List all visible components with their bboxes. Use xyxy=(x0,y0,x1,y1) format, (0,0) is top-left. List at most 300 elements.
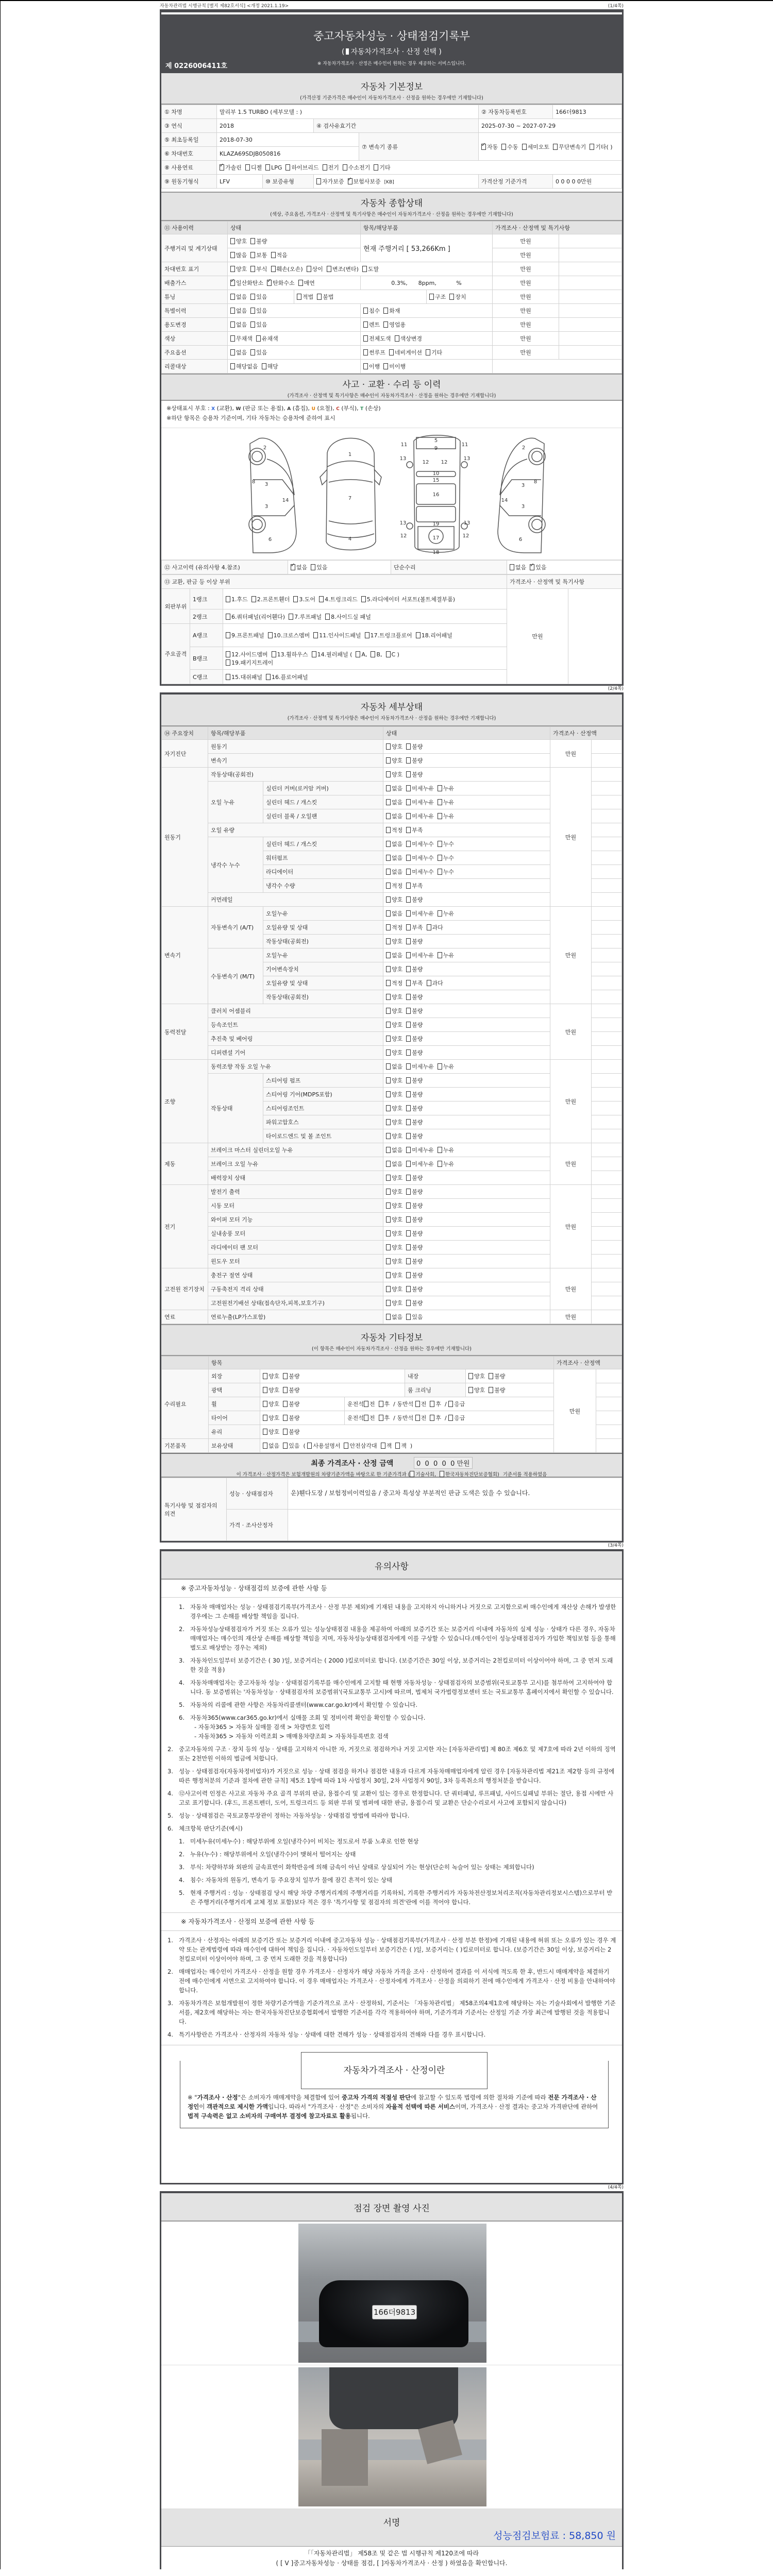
checkbox[interactable] xyxy=(406,938,411,944)
checkbox-option[interactable] xyxy=(307,1442,340,1450)
price-note[interactable] xyxy=(592,1310,622,1324)
checkbox-option[interactable] xyxy=(406,1048,423,1057)
price-note[interactable] xyxy=(592,754,622,768)
checkbox[interactable] xyxy=(316,178,321,184)
checkbox[interactable] xyxy=(250,252,255,258)
checkbox[interactable] xyxy=(250,294,255,300)
price-note[interactable] xyxy=(592,1101,622,1115)
checkbox[interactable] xyxy=(386,743,391,750)
checkbox-option[interactable] xyxy=(406,1243,423,1251)
checkbox[interactable] xyxy=(406,1036,411,1042)
checkbox-option[interactable] xyxy=(250,237,267,245)
checkbox[interactable] xyxy=(406,994,411,1000)
checkbox[interactable] xyxy=(307,266,311,272)
checkbox[interactable] xyxy=(386,1091,391,1097)
checkbox-option[interactable] xyxy=(251,595,290,603)
checkbox[interactable] xyxy=(410,1471,414,1477)
checkbox-option[interactable] xyxy=(226,673,262,681)
checkbox[interactable] xyxy=(312,651,316,657)
checkbox-option[interactable] xyxy=(230,307,247,315)
checkbox[interactable] xyxy=(406,743,411,750)
checkbox[interactable] xyxy=(363,308,368,314)
checkbox-option[interactable] xyxy=(365,631,412,639)
checkbox[interactable] xyxy=(386,1036,391,1042)
checkbox-option[interactable] xyxy=(263,1372,279,1380)
price-note[interactable] xyxy=(592,921,622,935)
checkbox[interactable] xyxy=(406,1314,411,1320)
checkbox[interactable] xyxy=(386,1202,391,1209)
checkbox[interactable] xyxy=(285,164,290,171)
checkbox[interactable] xyxy=(297,294,301,300)
checkbox[interactable] xyxy=(489,1387,493,1393)
checkbox-option[interactable] xyxy=(317,293,333,301)
checkbox[interactable] xyxy=(406,952,411,958)
checkbox[interactable] xyxy=(325,614,330,620)
checkbox[interactable] xyxy=(406,799,411,805)
checkbox[interactable] xyxy=(365,632,369,638)
checkbox[interactable] xyxy=(386,785,391,791)
checkbox[interactable] xyxy=(363,335,368,342)
checkbox[interactable] xyxy=(263,1443,267,1449)
price-note[interactable] xyxy=(592,1282,622,1296)
checkbox[interactable] xyxy=(226,596,230,602)
checkbox[interactable] xyxy=(406,1161,411,1167)
checkbox-option[interactable] xyxy=(386,770,402,778)
checkbox[interactable] xyxy=(363,349,368,355)
checkbox[interactable] xyxy=(468,1387,473,1393)
checkbox[interactable] xyxy=(298,280,303,286)
price-note[interactable] xyxy=(592,907,622,921)
checkbox-option[interactable] xyxy=(468,1386,485,1394)
checkbox[interactable] xyxy=(430,1401,434,1407)
checkbox[interactable] xyxy=(226,651,230,657)
checkbox[interactable] xyxy=(230,308,235,314)
checkbox-option[interactable] xyxy=(416,631,452,639)
checkbox-option[interactable] xyxy=(406,1035,423,1043)
checkbox-option[interactable] xyxy=(230,265,247,273)
checkbox[interactable] xyxy=(386,1314,391,1320)
checkbox[interactable] xyxy=(448,1415,453,1421)
checkbox[interactable] xyxy=(230,238,235,244)
price-note[interactable] xyxy=(592,1199,622,1213)
checkbox[interactable] xyxy=(283,1387,288,1393)
checkbox-option[interactable] xyxy=(448,1414,465,1422)
checkbox-option[interactable] xyxy=(426,348,442,357)
price-note[interactable] xyxy=(592,768,622,782)
checkbox-option[interactable] xyxy=(383,362,406,370)
price-note[interactable] xyxy=(592,1255,622,1268)
checkbox-option[interactable] xyxy=(230,348,247,357)
checkbox[interactable] xyxy=(406,1022,411,1028)
checkbox[interactable] xyxy=(263,1387,267,1393)
checkbox[interactable] xyxy=(220,164,224,171)
price-note[interactable] xyxy=(592,962,622,976)
price-note[interactable] xyxy=(592,879,622,893)
checkbox-option[interactable] xyxy=(386,1215,402,1224)
checkbox-option[interactable] xyxy=(406,895,423,904)
checkbox[interactable] xyxy=(386,1049,391,1056)
checkbox[interactable] xyxy=(440,1471,444,1477)
checkbox[interactable] xyxy=(311,564,315,570)
checkbox-option[interactable] xyxy=(230,362,258,370)
checkbox[interactable] xyxy=(371,651,375,657)
checkbox-option[interactable] xyxy=(363,362,380,370)
checkbox-option[interactable] xyxy=(489,1372,505,1380)
checkbox[interactable] xyxy=(430,1415,434,1421)
checkbox-option[interactable] xyxy=(440,1470,499,1478)
checkbox-option[interactable] xyxy=(362,265,379,273)
checkbox-option[interactable] xyxy=(448,1400,465,1408)
checkbox[interactable] xyxy=(386,952,391,958)
checkbox[interactable] xyxy=(438,785,442,791)
checkbox-option[interactable] xyxy=(386,1299,402,1307)
price-note[interactable] xyxy=(592,1185,622,1199)
checkbox-option[interactable] xyxy=(389,348,422,357)
checkbox-option[interactable] xyxy=(406,1021,423,1029)
checkbox-option[interactable] xyxy=(406,1174,423,1182)
checkbox[interactable] xyxy=(468,1373,473,1379)
checkbox[interactable] xyxy=(386,1008,391,1014)
checkbox[interactable] xyxy=(395,335,399,342)
checkbox-option[interactable] xyxy=(406,951,434,959)
checkbox[interactable] xyxy=(283,1373,288,1379)
checkbox[interactable] xyxy=(386,1272,391,1278)
checkbox-option[interactable] xyxy=(406,993,423,1001)
checkbox-option[interactable] xyxy=(348,177,381,185)
checkbox-option[interactable] xyxy=(406,784,434,792)
price-note[interactable] xyxy=(592,1129,622,1143)
checkbox[interactable] xyxy=(250,266,255,272)
checkbox-option[interactable] xyxy=(250,265,267,273)
checkbox[interactable] xyxy=(406,1189,411,1195)
checkbox[interactable] xyxy=(438,799,442,805)
checkbox-option[interactable] xyxy=(271,265,303,273)
checkbox[interactable] xyxy=(263,1401,267,1407)
checkbox[interactable] xyxy=(395,1443,400,1449)
checkbox-option[interactable] xyxy=(406,1257,423,1265)
checkbox-option[interactable] xyxy=(379,1414,390,1422)
checkbox[interactable] xyxy=(406,855,411,861)
checkbox[interactable] xyxy=(230,266,235,272)
checkbox-option[interactable] xyxy=(226,595,248,603)
checkbox[interactable] xyxy=(283,1443,288,1449)
checkbox[interactable] xyxy=(386,980,391,986)
checkbox-option[interactable] xyxy=(265,164,282,171)
checkbox[interactable] xyxy=(386,924,391,930)
checkbox-option[interactable] xyxy=(406,1007,423,1015)
checkbox-option[interactable] xyxy=(406,1090,423,1098)
checkbox-option[interactable] xyxy=(374,163,390,172)
checkbox-option[interactable] xyxy=(297,293,313,301)
checkbox-option[interactable] xyxy=(386,742,402,751)
checkbox[interactable] xyxy=(501,144,506,150)
checkbox-option[interactable] xyxy=(319,595,358,603)
checkbox[interactable] xyxy=(386,1230,391,1236)
checkbox-option[interactable] xyxy=(316,177,344,185)
checkbox-option[interactable] xyxy=(363,334,391,343)
checkbox-option[interactable] xyxy=(386,1188,402,1196)
checkbox-option[interactable] xyxy=(250,307,267,315)
checkbox[interactable] xyxy=(522,144,527,150)
checkbox-option[interactable] xyxy=(266,673,308,681)
checkbox[interactable] xyxy=(283,1401,288,1407)
price-note[interactable] xyxy=(592,1032,622,1046)
price-note[interactable] xyxy=(592,795,622,809)
checkbox[interactable] xyxy=(406,1008,411,1014)
checkbox-option[interactable] xyxy=(263,1400,279,1408)
checkbox-option[interactable] xyxy=(386,937,402,945)
checkbox-option[interactable] xyxy=(406,1146,434,1154)
checkbox-option[interactable] xyxy=(406,1313,423,1321)
checkbox-option[interactable] xyxy=(327,265,359,273)
checkbox[interactable] xyxy=(438,855,442,861)
checkbox-option[interactable] xyxy=(406,882,423,890)
checkbox[interactable] xyxy=(426,349,430,355)
checkbox[interactable] xyxy=(386,1244,391,1250)
checkbox-option[interactable] xyxy=(406,1104,423,1112)
checkbox-option[interactable] xyxy=(363,348,385,357)
checkbox-option[interactable] xyxy=(406,742,423,751)
checkbox[interactable] xyxy=(406,827,411,833)
checkbox-option[interactable] xyxy=(226,631,264,639)
checkbox[interactable] xyxy=(291,564,295,570)
price-note[interactable] xyxy=(592,1060,622,1074)
checkbox-option[interactable] xyxy=(325,613,371,621)
checkbox-option[interactable] xyxy=(386,1062,402,1071)
checkbox-option[interactable] xyxy=(406,854,434,862)
checkbox-option[interactable] xyxy=(438,1146,454,1154)
checkbox-option[interactable] xyxy=(250,251,267,259)
checkbox[interactable] xyxy=(406,757,411,764)
checkbox-option[interactable] xyxy=(283,1386,299,1394)
checkbox-option[interactable] xyxy=(386,1257,402,1265)
checkbox[interactable] xyxy=(363,363,368,369)
checkbox[interactable] xyxy=(406,896,411,903)
checkbox-option[interactable] xyxy=(386,965,402,973)
checkbox-option[interactable] xyxy=(438,798,454,806)
checkbox-option[interactable] xyxy=(386,1313,402,1321)
checkbox-option[interactable] xyxy=(395,1442,407,1450)
checkbox[interactable] xyxy=(427,924,431,930)
checkbox[interactable] xyxy=(406,910,411,917)
checkbox[interactable] xyxy=(256,335,261,342)
checkbox-option[interactable] xyxy=(386,756,402,765)
checkbox[interactable] xyxy=(386,1063,391,1070)
checkbox-option[interactable] xyxy=(406,923,423,931)
checkbox[interactable] xyxy=(379,1401,383,1407)
checkbox[interactable] xyxy=(449,294,454,300)
checkbox[interactable] xyxy=(383,308,388,314)
checkbox-option[interactable] xyxy=(386,909,402,918)
checkbox-option[interactable] xyxy=(410,1470,436,1478)
checkbox-option[interactable] xyxy=(271,251,288,259)
checkbox[interactable] xyxy=(386,1300,391,1306)
checkbox-option[interactable] xyxy=(438,951,454,959)
checkbox[interactable] xyxy=(265,164,270,171)
checkbox[interactable] xyxy=(406,1202,411,1209)
checkbox[interactable] xyxy=(553,144,558,150)
checkbox[interactable] xyxy=(327,266,331,272)
checkbox[interactable] xyxy=(406,771,411,777)
checkbox[interactable] xyxy=(343,164,347,171)
checkbox[interactable] xyxy=(386,1175,391,1181)
checkbox-option[interactable] xyxy=(226,650,268,658)
checkbox-option[interactable] xyxy=(386,1007,402,1015)
checkbox-option[interactable] xyxy=(386,798,402,806)
checkbox[interactable] xyxy=(416,632,421,638)
checkbox-option[interactable] xyxy=(386,1104,402,1112)
price-note[interactable] xyxy=(592,1018,622,1032)
checkbox-option[interactable] xyxy=(406,798,434,806)
checkbox[interactable] xyxy=(510,564,514,570)
checkbox[interactable] xyxy=(283,1429,288,1435)
checkbox-option[interactable] xyxy=(415,1414,427,1422)
checkbox-option[interactable] xyxy=(406,1188,423,1196)
checkbox[interactable] xyxy=(263,1373,267,1379)
checkbox-option[interactable] xyxy=(386,1132,402,1140)
checkbox[interactable] xyxy=(381,1443,385,1449)
checkbox[interactable] xyxy=(230,294,235,300)
checkbox[interactable] xyxy=(530,564,534,570)
checkbox[interactable] xyxy=(386,1022,391,1028)
checkbox[interactable] xyxy=(271,252,276,258)
price-note[interactable] xyxy=(592,976,622,990)
checkbox-option[interactable] xyxy=(386,1243,402,1251)
checkbox[interactable] xyxy=(429,294,434,300)
checkbox-option[interactable] xyxy=(386,1271,402,1279)
checkbox-option[interactable] xyxy=(291,563,307,571)
checkbox-option[interactable] xyxy=(268,631,310,639)
checkbox[interactable] xyxy=(230,280,235,286)
price-note[interactable] xyxy=(592,1241,622,1255)
checkbox-option[interactable] xyxy=(438,1062,454,1071)
checkbox-option[interactable] xyxy=(406,1285,423,1293)
checkbox[interactable] xyxy=(386,1133,391,1139)
checkbox-option[interactable] xyxy=(406,1160,434,1168)
checkbox[interactable] xyxy=(268,632,273,638)
checkbox[interactable] xyxy=(438,1063,442,1070)
checkbox-option[interactable] xyxy=(406,826,423,834)
checkbox-option[interactable] xyxy=(256,334,278,343)
checkbox[interactable] xyxy=(226,659,230,666)
checkbox[interactable] xyxy=(386,966,391,972)
checkbox-option[interactable] xyxy=(383,307,400,315)
checkbox-option[interactable] xyxy=(386,923,402,931)
checkbox[interactable] xyxy=(406,980,411,986)
checkbox-option[interactable] xyxy=(386,1076,402,1084)
checkbox[interactable] xyxy=(250,308,255,314)
checkbox[interactable] xyxy=(406,1286,411,1292)
checkbox[interactable] xyxy=(406,1300,411,1306)
checkbox-option[interactable] xyxy=(386,1160,402,1168)
price-note[interactable] xyxy=(592,1088,622,1101)
checkbox[interactable] xyxy=(489,1373,493,1379)
checkbox[interactable] xyxy=(386,799,391,805)
checkbox-option[interactable] xyxy=(438,854,454,862)
checkbox-option[interactable] xyxy=(406,1299,423,1307)
checkbox[interactable] xyxy=(389,349,394,355)
checkbox-option[interactable] xyxy=(386,812,402,820)
checkbox[interactable] xyxy=(438,813,442,819)
checkbox-option[interactable] xyxy=(427,923,443,931)
checkbox-option[interactable] xyxy=(220,163,242,172)
checkbox[interactable] xyxy=(362,266,367,272)
checkbox[interactable] xyxy=(448,1401,453,1407)
checkbox[interactable] xyxy=(386,938,391,944)
checkbox-option[interactable] xyxy=(361,595,455,603)
checkbox-option[interactable] xyxy=(344,1442,377,1450)
checkbox[interactable] xyxy=(590,144,594,150)
checkbox-option[interactable] xyxy=(386,840,402,848)
checkbox[interactable] xyxy=(415,1415,420,1421)
checkbox[interactable] xyxy=(386,771,391,777)
checkbox-option[interactable] xyxy=(263,1428,279,1436)
checkbox[interactable] xyxy=(307,1443,312,1449)
checkbox-option[interactable] xyxy=(250,348,267,357)
checkbox-option[interactable] xyxy=(395,334,423,343)
checkbox[interactable] xyxy=(348,178,352,184)
checkbox[interactable] xyxy=(406,883,411,889)
checkbox-option[interactable] xyxy=(289,613,322,621)
checkbox[interactable] xyxy=(386,651,391,657)
checkbox-option[interactable] xyxy=(415,1400,427,1408)
checkbox[interactable] xyxy=(438,910,442,917)
checkbox-option[interactable] xyxy=(406,909,434,918)
checkbox[interactable] xyxy=(263,1429,267,1435)
checkbox-option[interactable] xyxy=(230,279,263,287)
checkbox-option[interactable] xyxy=(272,650,308,658)
checkbox[interactable] xyxy=(230,349,235,355)
checkbox-option[interactable] xyxy=(364,1414,375,1422)
checkbox[interactable] xyxy=(386,841,391,847)
checkbox[interactable] xyxy=(383,321,388,328)
checkbox-option[interactable] xyxy=(386,1118,402,1126)
checkbox-option[interactable] xyxy=(245,163,262,172)
checkbox[interactable] xyxy=(363,321,368,328)
checkbox-option[interactable] xyxy=(313,631,361,639)
checkbox[interactable] xyxy=(438,869,442,875)
checkbox-option[interactable] xyxy=(263,1414,279,1422)
checkbox-option[interactable] xyxy=(283,1414,299,1422)
price-note[interactable] xyxy=(592,782,622,795)
checkbox-option[interactable] xyxy=(501,143,518,151)
checkbox-option[interactable] xyxy=(381,1442,392,1450)
checkbox[interactable] xyxy=(364,1401,368,1407)
checkbox-option[interactable] xyxy=(283,1372,299,1380)
checkbox-option[interactable] xyxy=(262,362,278,370)
checkbox[interactable] xyxy=(406,1230,411,1236)
checkbox[interactable] xyxy=(406,1147,411,1153)
checkbox[interactable] xyxy=(364,1415,368,1421)
checkbox[interactable] xyxy=(317,294,322,300)
checkbox-option[interactable] xyxy=(386,882,402,890)
checkbox-option[interactable] xyxy=(298,279,315,287)
checkbox-option[interactable] xyxy=(438,868,454,876)
checkbox[interactable] xyxy=(386,896,391,903)
checkbox-option[interactable] xyxy=(406,1271,423,1279)
checkbox[interactable] xyxy=(230,363,235,369)
checkbox-option[interactable] xyxy=(364,1400,375,1408)
checkbox-option[interactable] xyxy=(406,1118,423,1126)
checkbox[interactable] xyxy=(386,827,391,833)
checkbox-option[interactable] xyxy=(406,1132,423,1140)
checkbox-option[interactable] xyxy=(230,334,253,343)
checkbox-option[interactable] xyxy=(481,143,498,151)
checkbox[interactable] xyxy=(245,164,250,171)
checkbox[interactable] xyxy=(226,674,230,680)
checkbox-option[interactable] xyxy=(438,1160,454,1168)
price-note[interactable] xyxy=(592,865,622,879)
